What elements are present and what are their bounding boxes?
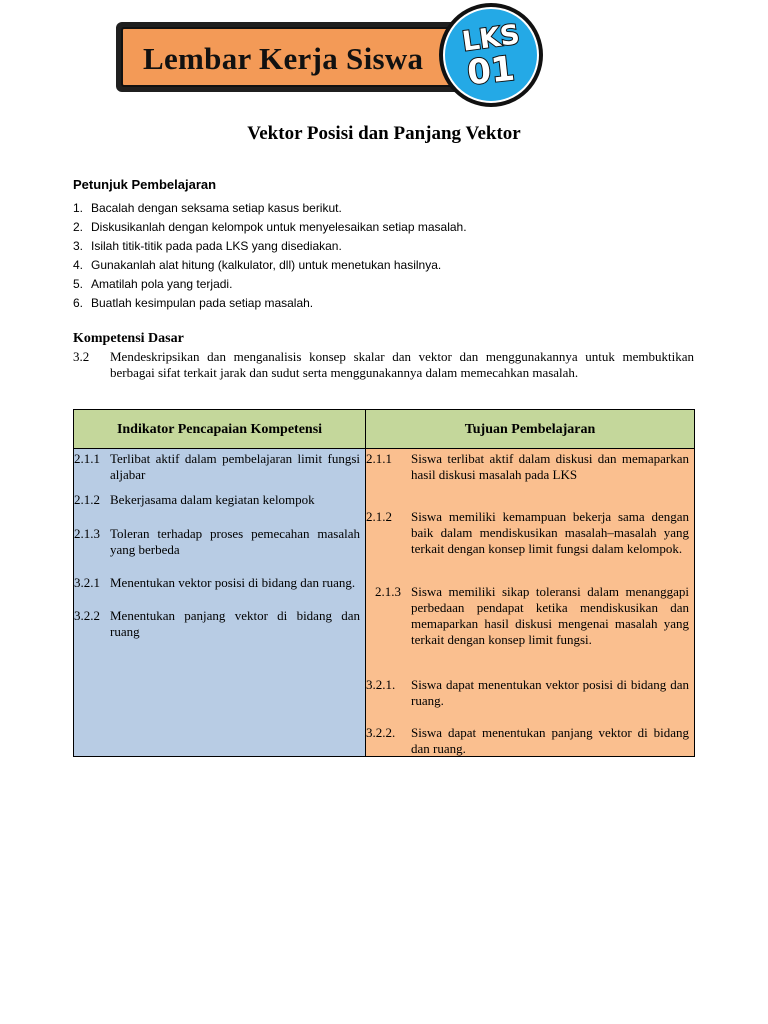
list-item xyxy=(73,219,467,238)
list-item-text: Amatilah pola yang terjadi. xyxy=(91,277,233,291)
badge-label-top: LKS xyxy=(460,19,522,58)
list-item xyxy=(73,200,467,219)
indikator-number: 2.1.2 xyxy=(74,492,100,507)
list-item-text: Gunakanlah alat hitung (kalkulator, dll) untuk menetukan hasilnya. xyxy=(91,258,442,272)
list-item xyxy=(73,295,467,314)
tujuan-number: 2.1.3 xyxy=(375,584,401,599)
table-row xyxy=(74,451,360,483)
indikator-text: Menentukan vektor posisi di bidang dan ruang. xyxy=(110,575,356,590)
indikator-number: 3.2.1 xyxy=(74,575,100,590)
table-row xyxy=(74,526,360,558)
table-header-indikator: Indikator Pencapaian Kompetensi xyxy=(74,410,366,449)
lks-badge-circle xyxy=(443,7,539,103)
tujuan-text: Siswa dapat menentukan panjang vektor di bidang dan ruang. xyxy=(411,725,689,756)
lks-badge xyxy=(439,3,543,107)
list-item-number: 1. xyxy=(73,201,84,215)
list-item-number: 3. xyxy=(73,239,84,253)
list-item-text: Diskusikanlah dengan kelompok untuk menyelesaikan setiap masalah. xyxy=(91,220,467,234)
list-item xyxy=(73,238,467,257)
kompetensi-heading: Kompetensi Dasar xyxy=(73,331,184,346)
table-row xyxy=(366,677,689,709)
tujuan-text: Siswa memiliki sikap toleransi dalam menanggapi perbedaan pendapat ketika mendiskusikan dan memaparkan hasil diskusi mengenai masalah yang terkait dengan konsep limit fungsi. xyxy=(411,584,689,647)
tujuan-column xyxy=(366,449,694,756)
list-item-number: 5. xyxy=(73,277,84,291)
indikator-number: 3.2.2 xyxy=(74,608,100,623)
indikator-text: Bekerjasama dalam kegiatan kelompok xyxy=(110,492,315,507)
tujuan-text: Siswa memiliki kemampuan bekerja sama dengan baik dalam mendiskusikan masalah–masalah yang terkait dengan konsep limit fungsi dalam kelompok. xyxy=(411,509,689,556)
list-item xyxy=(73,257,467,276)
tujuan-number: 2.1.2 xyxy=(366,509,392,524)
table-row xyxy=(366,509,689,557)
petunjuk-heading: Petunjuk Pembelajaran xyxy=(73,177,217,192)
tujuan-text: Siswa terlibat aktif dalam diskusi dan memaparkan hasil diskusi masalah pada LKS xyxy=(411,451,689,482)
kompetensi-text: Mendeskripsikan dan menganalisis konsep skalar dan vektor dan menggunakannya untuk membuktikan berbagai sifat terkait jarak dan sudut serta menggunakannya dalam memecahkan masalah. xyxy=(110,349,694,380)
list-item xyxy=(73,276,467,295)
list-item-text: Bacalah dengan seksama setiap kasus berikut. xyxy=(91,201,342,215)
kompetensi-number: 3.2 xyxy=(73,349,90,364)
banner-title: Lembar Kerja Siswa xyxy=(143,41,424,76)
competency-table xyxy=(73,409,695,757)
header-banner-panel xyxy=(121,27,481,87)
badge-label-number: 01 xyxy=(465,48,517,94)
table-row xyxy=(74,575,360,591)
header-banner xyxy=(116,22,486,92)
list-item-number: 6. xyxy=(73,296,84,310)
table-row xyxy=(74,492,360,508)
petunjuk-list xyxy=(73,200,467,314)
indikator-column xyxy=(74,449,366,756)
tujuan-number: 3.2.2. xyxy=(366,725,396,740)
tujuan-number: 2.1.1 xyxy=(366,451,392,466)
indikator-text: Menentukan panjang vektor di bidang dan ruang xyxy=(110,608,360,639)
table-row xyxy=(366,451,689,483)
tujuan-text: Siswa dapat menentukan vektor posisi di bidang dan ruang. xyxy=(411,677,689,708)
list-item-text: Buatlah kesimpulan pada setiap masalah. xyxy=(91,296,314,310)
indikator-number: 2.1.1 xyxy=(74,451,100,466)
table-row xyxy=(366,725,689,757)
list-item-text: Isilah titik-titik pada pada LKS yang disediakan. xyxy=(91,239,342,253)
list-item-number: 4. xyxy=(73,258,84,272)
list-item-number: 2. xyxy=(73,220,84,234)
indikator-text: Terlibat aktif dalam pembelajaran limit fungsi aljabar xyxy=(110,451,360,482)
table-row xyxy=(375,584,689,648)
indikator-number: 2.1.3 xyxy=(74,526,100,541)
tujuan-number: 3.2.1. xyxy=(366,677,396,692)
table-header-tujuan: Tujuan Pembelajaran xyxy=(366,410,694,449)
document-title: Vektor Posisi dan Panjang Vektor xyxy=(247,123,521,144)
indikator-text: Toleran terhadap proses pemecahan masalah yang berbeda xyxy=(110,526,360,557)
table-row xyxy=(74,608,360,640)
